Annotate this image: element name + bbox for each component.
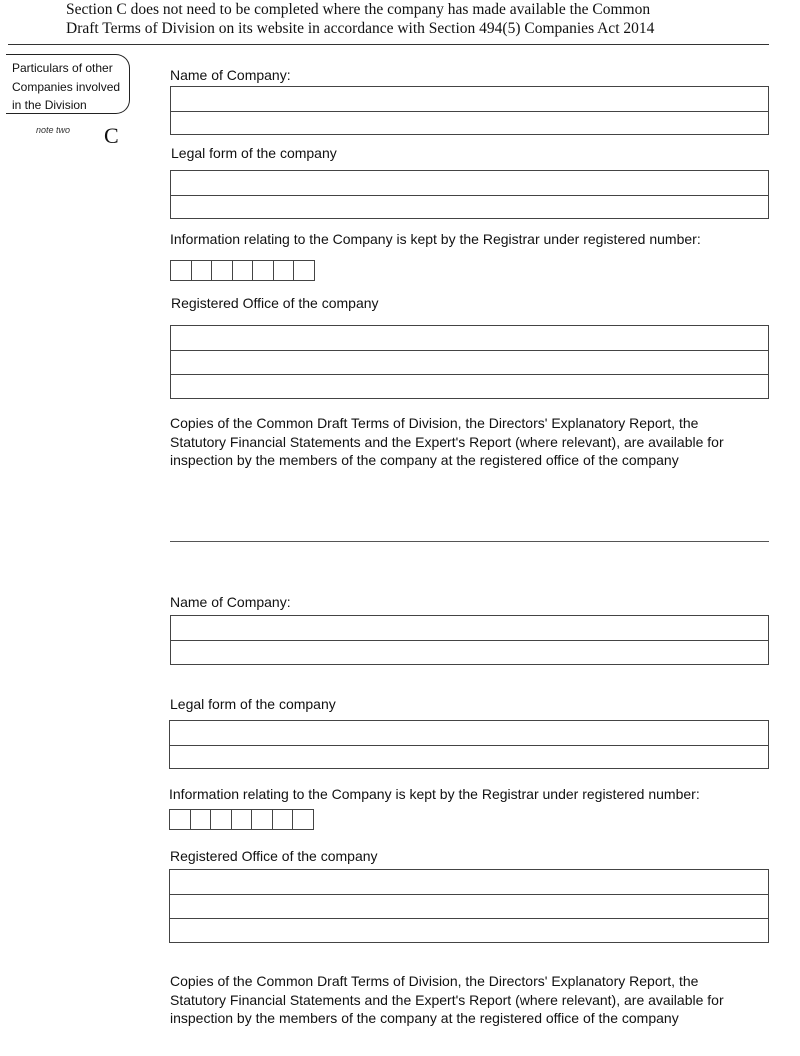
company1-name-field[interactable] [170, 86, 769, 135]
field-divider [171, 195, 768, 196]
company1-copies-statement [170, 414, 770, 470]
digit-box[interactable] [192, 261, 213, 280]
digit-box[interactable] [232, 810, 253, 829]
field-divider [171, 640, 768, 641]
digit-box[interactable] [273, 810, 294, 829]
company1-registered-number-field[interactable] [170, 260, 315, 281]
copies-line-1: Copies of the Common Draft Terms of Division, the Directors' Explanatory Report, the [170, 973, 699, 989]
company2-legal-form-field[interactable] [169, 720, 769, 769]
field-divider [170, 745, 768, 746]
company2-legal-form-field-row-1[interactable] [170, 721, 768, 745]
note-reference: note two [36, 125, 71, 135]
company2-legal-form-label: Legal form of the company [170, 696, 336, 712]
company1-name-field-row-1[interactable] [171, 87, 768, 111]
company2-name-label: Name of Company: [170, 594, 291, 610]
digit-box[interactable] [171, 261, 192, 280]
company2-name-field-row-1[interactable] [171, 616, 768, 640]
company1-office-field[interactable] [170, 325, 769, 399]
company1-registrar-label: Information relating to the Company is kept by the Registrar under registered number: [170, 231, 701, 247]
company1-legal-form-label: Legal form of the company [171, 145, 337, 161]
digit-box[interactable] [252, 810, 273, 829]
company2-name-field[interactable] [170, 615, 769, 665]
company2-office-field[interactable] [169, 869, 769, 943]
section-letter: C [104, 123, 119, 148]
field-divider [171, 374, 768, 375]
company2-office-field-row-2[interactable] [170, 895, 768, 919]
digit-box[interactable] [211, 810, 232, 829]
company1-office-field-row-2[interactable] [171, 351, 768, 375]
field-divider [170, 918, 768, 919]
digit-box[interactable] [170, 810, 191, 829]
section-tab-line-2: Companies involved [12, 79, 121, 94]
digit-box[interactable] [293, 810, 313, 829]
copies-line-1: Copies of the Common Draft Terms of Division, the Directors' Explanatory Report, the [170, 415, 699, 431]
field-divider [171, 111, 768, 112]
company-separator [170, 541, 769, 542]
digit-box[interactable] [274, 261, 295, 280]
section-tab-line-1: Particulars of other [12, 61, 113, 75]
header-divider [8, 44, 769, 45]
company2-office-field-row-1[interactable] [170, 870, 768, 894]
copies-line-2: Statutory Financial Statements and the Expert's Report (where relevant), are available for [170, 991, 724, 1008]
company1-office-label: Registered Office of the company [171, 295, 379, 311]
copies-line-3: inspection by the members of the company at the registered office of the company [170, 1010, 679, 1026]
section-note [66, 0, 766, 38]
company2-office-label: Registered Office of the company [170, 848, 378, 864]
company1-office-field-row-1[interactable] [171, 326, 768, 350]
section-tab [6, 54, 130, 114]
section-note-line-2: Draft Terms of Division on its website in accordance with Section 494(5) Companies Act 2014 [66, 20, 655, 37]
company2-registrar-label: Information relating to the Company is kept by the Registrar under registered number: [169, 786, 700, 802]
digit-box[interactable] [212, 261, 233, 280]
digit-box[interactable] [294, 261, 314, 280]
copies-line-3: inspection by the members of the company at the registered office of the company [170, 452, 679, 468]
digit-box[interactable] [191, 810, 212, 829]
section-note-line-1: Section C does not need to be completed where the company has made available the Common [66, 1, 651, 18]
section-tab-line-3: in the Division [12, 98, 87, 112]
digit-box[interactable] [253, 261, 274, 280]
company2-registered-number-field[interactable] [169, 809, 314, 830]
company1-name-label: Name of Company: [170, 67, 291, 83]
company1-legal-form-field-row-1[interactable] [171, 171, 768, 195]
copies-line-2: Statutory Financial Statements and the Expert's Report (where relevant), are available for [170, 433, 724, 450]
company2-copies-statement [170, 972, 770, 1028]
company1-legal-form-field[interactable] [170, 170, 769, 219]
digit-box[interactable] [233, 261, 254, 280]
